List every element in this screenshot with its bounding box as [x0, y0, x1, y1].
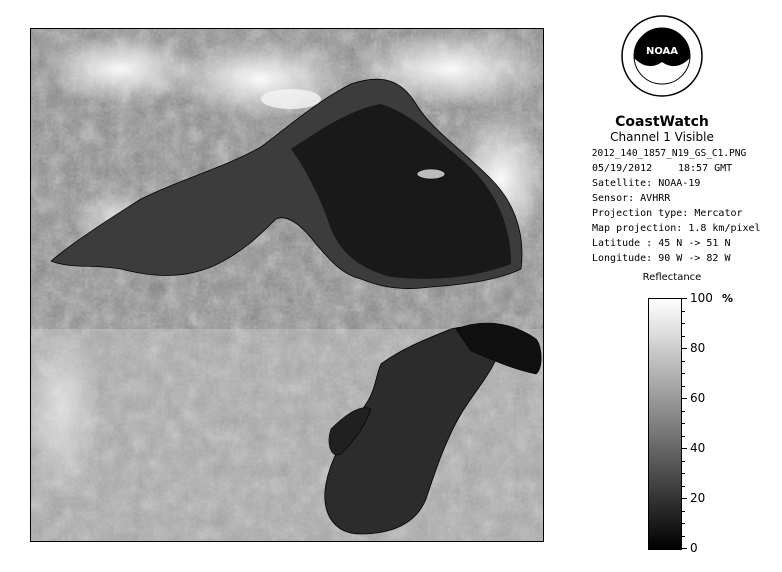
noaa-logo-text: NOAA — [645, 46, 679, 57]
sensor: Sensor: AVHRR — [592, 193, 671, 204]
date: 05/19/2012 — [592, 163, 653, 174]
colorbar-tick — [681, 373, 685, 374]
colorbar-tick — [681, 311, 685, 312]
colorbar-unit: % — [722, 292, 734, 305]
colorbar-tick — [681, 336, 685, 337]
colorbar-tick — [681, 486, 685, 487]
cloud-over-lake — [261, 89, 321, 109]
island — [417, 169, 445, 179]
app-title: CoastWatch — [615, 114, 709, 130]
colorbar-tick — [681, 298, 687, 299]
channel-subtitle: Channel 1 Visible — [610, 130, 714, 144]
colorbar-tick — [681, 511, 685, 512]
colorbar-tick — [681, 498, 687, 499]
map-projection: Map projection: 1.8 km/pixel — [592, 223, 761, 234]
colorbar-tick — [681, 523, 685, 524]
colorbar-tick — [681, 461, 685, 462]
colorbar-tick — [681, 536, 685, 537]
colorbar-tick — [681, 436, 685, 437]
colorbar-tick — [681, 323, 685, 324]
longitude: Longitude: 90 W -> 82 W — [592, 253, 731, 264]
colorbar-label: Reflectance — [642, 272, 702, 283]
colorbar-tick — [681, 548, 687, 549]
colorbar-tick-label: 100 — [690, 291, 713, 305]
colorbar-tick-label: 20 — [690, 491, 706, 505]
colorbar-tick-label: 0 — [690, 541, 698, 555]
projection-type: Projection type: Mercator — [592, 208, 743, 219]
colorbar-tick — [681, 398, 687, 399]
colorbar-tick — [681, 448, 687, 449]
colorbar-tick — [681, 423, 685, 424]
colorbar-tick-label: 80 — [690, 341, 706, 355]
noaa-logo — [620, 14, 704, 98]
satellite-image — [30, 28, 544, 542]
colorbar-tick — [681, 473, 685, 474]
colorbar-tick-label: 60 — [690, 391, 706, 405]
colorbar-tick — [681, 361, 685, 362]
colorbar-tick — [681, 348, 687, 349]
colorbar — [648, 298, 682, 550]
colorbar-tick — [681, 386, 685, 387]
satellite: Satellite: NOAA-19 — [592, 178, 701, 189]
satellite-map-svg — [31, 29, 543, 541]
filename: 2012_140_1857_N19_GS_C1.PNG — [591, 148, 747, 159]
time: 18:57 GMT — [678, 163, 733, 174]
colorbar-tick-label: 40 — [690, 441, 706, 455]
latitude: Latitude : 45 N -> 51 N — [592, 238, 731, 249]
colorbar-tick — [681, 411, 685, 412]
